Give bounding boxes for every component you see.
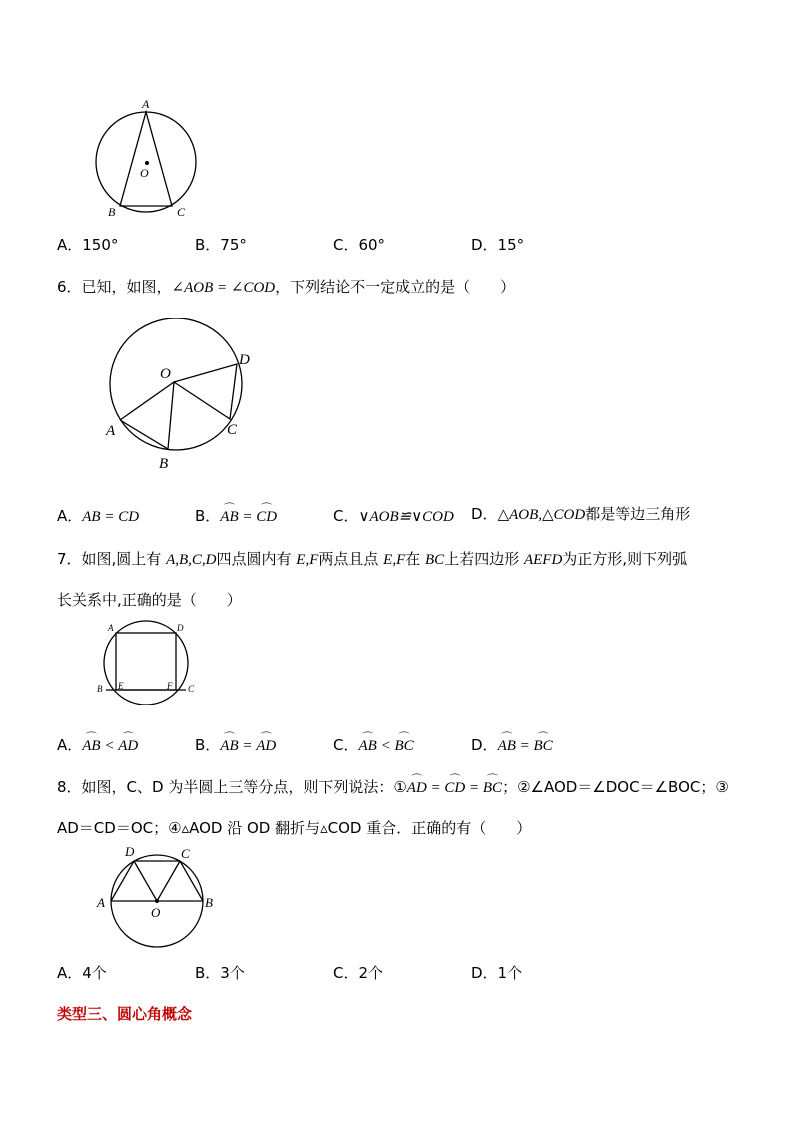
q6-option-a: A．AB = CD (57, 507, 140, 525)
q7-label-a: A (108, 623, 114, 633)
q6-label-d: D (239, 352, 250, 368)
q7-label-d: D (177, 623, 184, 633)
q5-option-c: C．60° (333, 236, 386, 254)
q7-option-d: D．⌒ AB = ⌒ BC (471, 734, 553, 755)
q8-chords (111, 861, 203, 901)
q5-label-o: O (140, 166, 149, 180)
q5-label-c: C (177, 205, 186, 219)
q7-option-c: C．⌒ AB < ⌒ BC (333, 734, 414, 755)
q6-number: 6．已知，如图， (57, 278, 172, 296)
q8-radius-od (134, 861, 157, 901)
q8-option-d: D．1个 (471, 964, 523, 982)
q8-label-d: D (125, 844, 135, 859)
q8-question-line1: 8．如图，C、D 为半圆上三等分点，则下列说法：①⌒ AD = ⌒ CD = ⌒ BC；②∠AOD＝∠DOC＝∠BOC；③ (57, 776, 729, 797)
q5-figure (90, 95, 205, 220)
q7-label-c: C (188, 684, 195, 694)
q6-label-c: C (227, 422, 238, 438)
q5-option-a: A．150° (57, 236, 119, 254)
q8-option-a: A．4个 (57, 964, 107, 982)
q7-question-line1: 7．如图,圆上有 A,B,C,D四点圆内有 E,F两点且点 E,F在 BC上若四边形 AEFD为正方形,则下列弧 (57, 550, 688, 568)
q5-label-a: A (142, 97, 150, 111)
q7-question-line2: 长关系中,正确的是（ ） (57, 591, 242, 609)
q7-label-e: E (118, 681, 124, 691)
q5-label-b: B (108, 205, 116, 219)
q6-label-a: A (106, 423, 116, 439)
q7-option-a: A．⌒ AB < ⌒ AD (57, 734, 138, 755)
q6-option-b: B．⌒ AB = ⌒ CD (195, 505, 277, 526)
q6-label-b: B (159, 456, 169, 472)
q6-condition: ∠AOB = ∠COD (171, 280, 276, 296)
q7-option-b: B．⌒ AB = ⌒ AD (195, 734, 276, 755)
q8-option-c: C．2个 (333, 964, 384, 982)
q8-question-line2: AD＝CD＝OC；④▵AOD 沿 OD 翻折与▵COD 重合．正确的有（ ） (57, 819, 532, 837)
q6-segments-2 (174, 364, 237, 419)
q6-question (57, 276, 515, 297)
q7-label-b: B (97, 684, 103, 694)
q6-option-c: C．∨AOB≌∨COD (333, 507, 454, 525)
q8-label-b: B (205, 895, 213, 910)
q5-triangle (120, 112, 172, 206)
q8-label-o: O (151, 905, 161, 920)
q8-label-a: A (97, 895, 105, 910)
q6-figure (100, 318, 260, 473)
q6-tail: ，下列结论不一定成立的是（ ） (275, 278, 516, 296)
q5-center-dot (145, 161, 149, 165)
q8-label-c: C (181, 846, 190, 861)
q8-radius-oc (157, 861, 180, 901)
q6-option-d: D．△AOB,△COD都是等边三角形 (471, 505, 691, 523)
section-title: 类型三、圆心角概念 (57, 1005, 193, 1023)
q7-label-f: F (167, 681, 173, 691)
q6-label-o: O (160, 366, 171, 382)
q8-option-b: B．3个 (195, 964, 245, 982)
q8-center-dot (155, 899, 159, 903)
q5-option-b: B．75° (195, 236, 247, 254)
q7-figure (93, 620, 203, 705)
q6-segments (120, 382, 174, 449)
q5-option-d: D．15° (471, 236, 525, 254)
q8-figure (92, 840, 222, 952)
